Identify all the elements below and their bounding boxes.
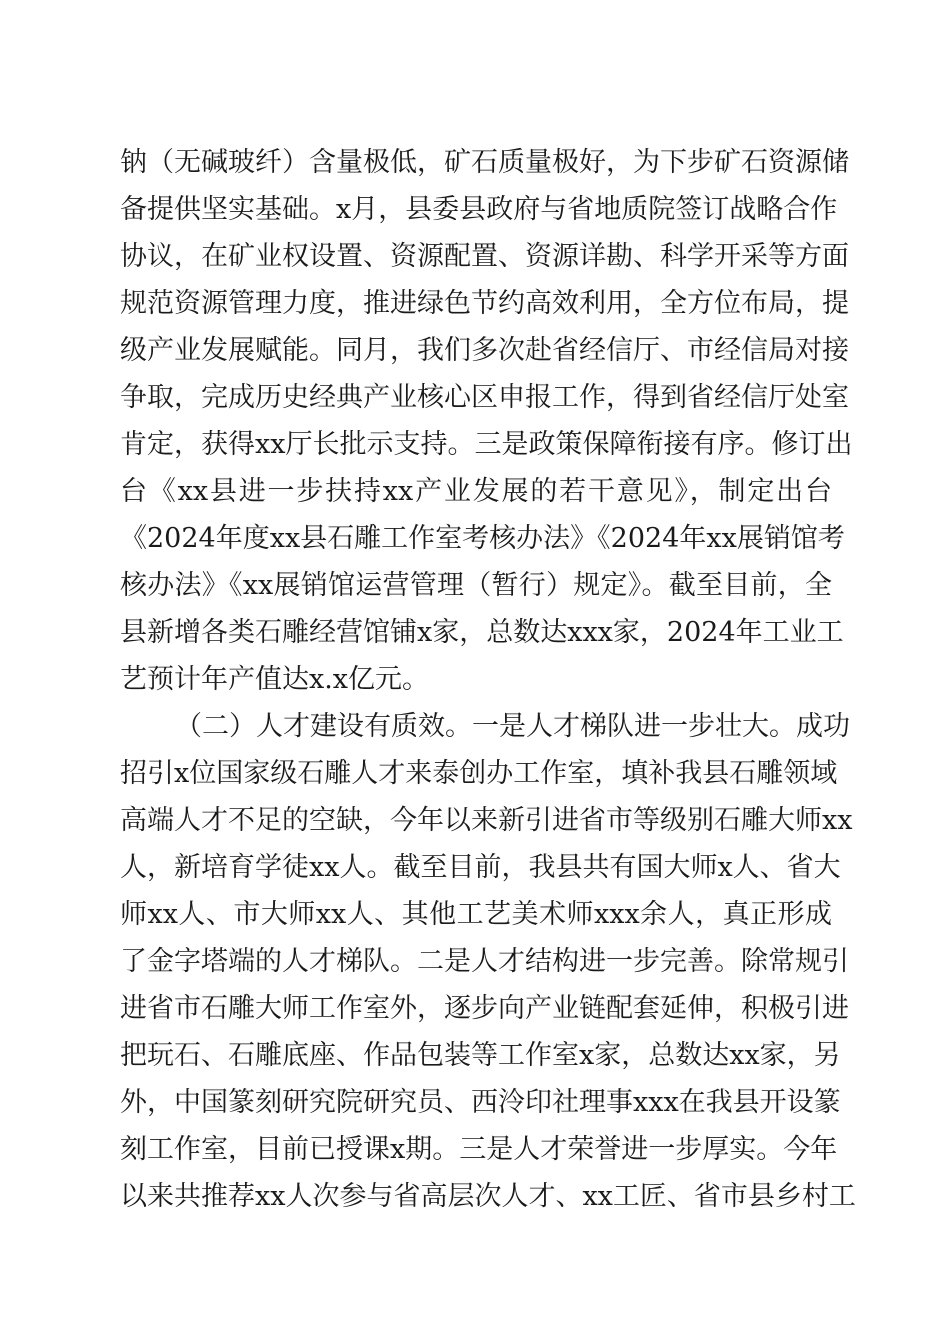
text-line-14: 招引x位国家级石雕人才来泰创办工作室，填补我县石雕领域 [120,758,838,789]
text-line-22: 刻工作室，目前已授课x期。三是人才荣誉进一步厚实。今年 [120,1134,838,1165]
text-line-10: 核办法》《xx展销馆运营管理（暂行）规定》。截至目前，全 [120,570,832,601]
text-line-5: 级产业发展赋能。同月，我们多次赴省经信厅、市经信局对接 [120,335,849,366]
text-line-15: 高端人才不足的空缺，今年以来新引进省市等级别石雕大师xx [120,805,853,836]
text-line-6: 争取，完成历史经典产业核心区申报工作，得到省经信厅处室 [120,382,849,413]
text-line-16: 人，新培育学徒xx人。截至目前，我县共有国大师x人、省大 [120,852,841,883]
text-line-19: 进省市石雕大师工作室外，逐步向产业链配套延伸，积极引进 [120,993,849,1024]
text-line-18: 了金字塔端的人才梯队。二是人才结构进一步完善。除常规引 [120,946,849,977]
text-line-4: 规范资源管理力度，推进绿色节约高效利用，全方位布局，提 [120,288,849,319]
text-line-2: 备提供坚实基础。x月，县委县政府与省地质院签订战略合作 [120,194,838,225]
text-line-8: 台《xx县进一步扶持xx产业发展的若干意见》，制定出台 [120,476,832,507]
text-line-21: 外，中国篆刻研究院研究员、西泠印社理事xxx在我县开设篆 [120,1087,841,1118]
text-line-17: 师xx人、市大师xx人、其他工艺美术师xxx余人，真正形成 [120,899,832,930]
text-line-7: 肯定，获得xx厅长批示支持。三是政策保障衔接有序。修订出 [120,429,853,460]
section-heading-line: （二）人才建设有质效。一是人才梯队进一步壮大。成功 [175,711,850,742]
text-line-23: 以来共推荐xx人次参与省高层次人才、xx工匠、省市县乡村工 [120,1181,856,1212]
text-line-9: 《2024年度xx县石雕工作室考核办法》《2024年xx展销馆考 [120,523,845,554]
text-line-12: 艺预计年产值达x.x亿元。 [120,664,430,695]
text-line-3: 协议，在矿业权设置、资源配置、资源详勘、科学开采等方面 [120,241,849,272]
text-line-1: 钠（无碱玻纤）含量极低，矿石质量极好，为下步矿石资源储 [120,147,849,178]
text-line-20: 把玩石、石雕底座、作品包装等工作室x家，总数达xx家，另 [120,1040,841,1071]
text-line-11: 县新增各类石雕经营馆铺x家，总数达xxx家，2024年工业工 [120,617,844,648]
